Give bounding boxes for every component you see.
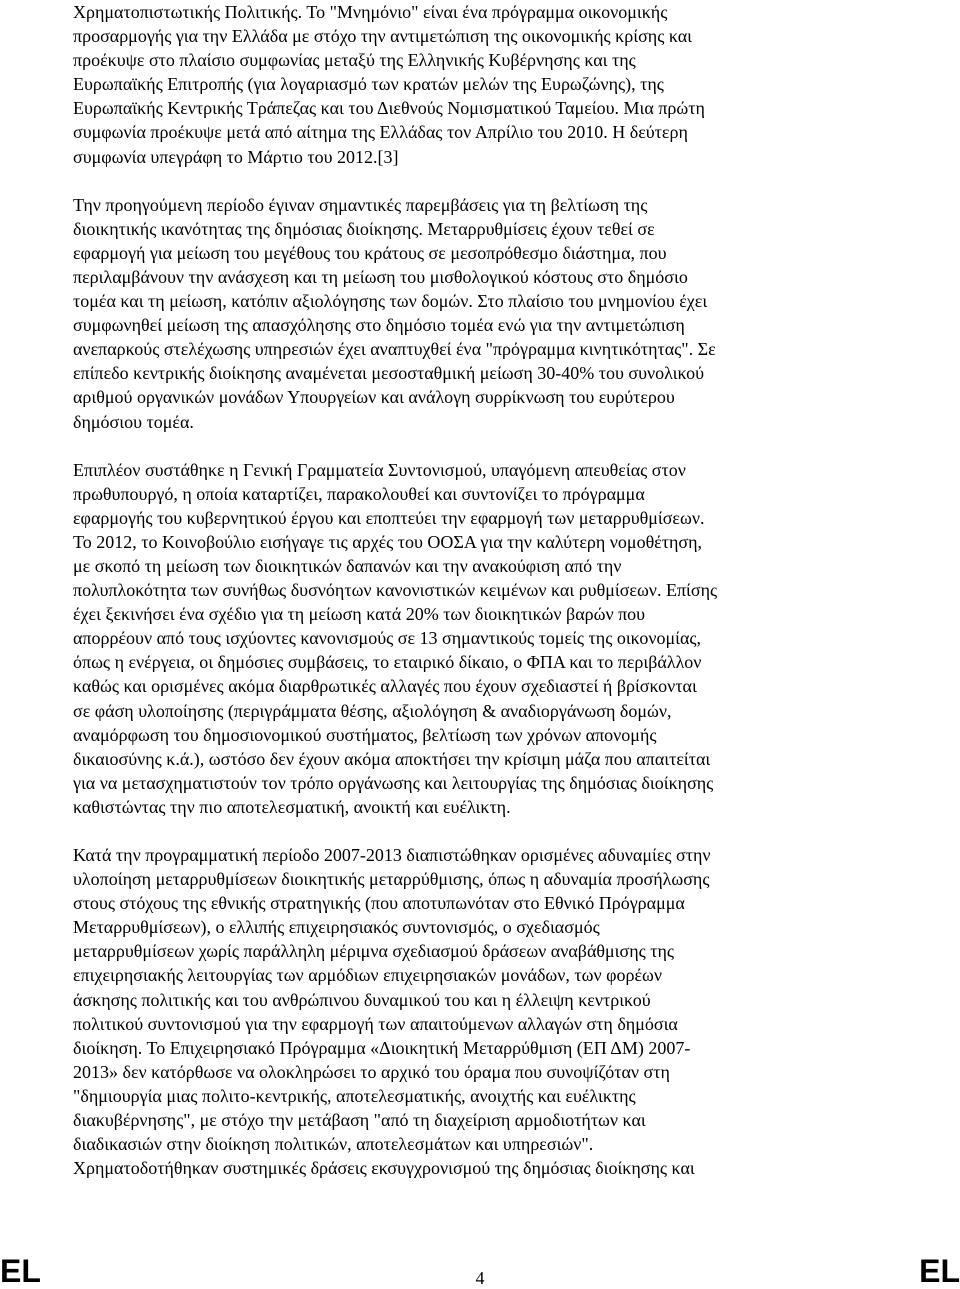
text-line: εφαρμογή για μείωση του μεγέθους του κράτους σε μεσοπρόθεσμο διάστημα, που	[73, 242, 667, 263]
text-line: προέκυψε στο πλαίσιο συμφωνίας μεταξύ της Ελληνικής Κυβέρνησης και της	[73, 50, 636, 71]
text-line: τομέα και τη μείωση, κατόπιν αξιολόγησης των δομών. Στο πλαίσιο του μνημονίου έχει	[73, 291, 708, 312]
text-line: προσαρμογής για την Ελλάδα με στόχο την αντιμετώπιση της οικονομικής κρίσης και	[73, 26, 693, 47]
text-line: διοικητικής ικανότητας της δημόσιας διοίκησης. Μεταρρυθμίσεις έχουν τεθεί σε	[73, 218, 655, 239]
text-line: καθώς και ορισμένες ακόμα διαρθρωτικές αλλαγές που έχουν σχεδιαστεί ή βρίσκονται	[73, 676, 697, 697]
text-line: Ευρωπαϊκής Επιτροπής (για λογαριασμό των κρατών μελών της Ευρωζώνης), της	[73, 74, 664, 95]
text-line: επιχειρησιακής λειτουργίας των αρμόδιων επιχειρησιακών μονάδων, των φορέων	[73, 965, 663, 986]
paragraph-4	[73, 843, 905, 1180]
text-line: όπως η ενέργεια, οι δημόσιες συμβάσεις, το εταιρικό δίκαιο, ο ΦΠΑ και το περιβάλλον	[73, 652, 702, 673]
text-line: διαδικασιών στην διοίκηση πολιτικών, αποτελεσμάτων και υπηρεσιών".	[73, 1134, 594, 1155]
text-line: με σκοπό τη μείωση των διοικητικών δαπανών και την ανακούφιση από την	[73, 555, 622, 576]
text-line: απορρέουν από τους ισχύοντες κανονισμούς σε 13 σημαντικούς τομείς της οικονομίας,	[73, 628, 702, 649]
text-line: Ευρωπαϊκής Κεντρικής Τράπεζας και του Διεθνούς Νομισματικού Ταμείου. Μια πρώτη	[73, 98, 705, 119]
footer-language-code-left: EL	[0, 1253, 41, 1289]
text-line: στους στόχους της εθνικής στρατηγικής (που αποτυπωνόταν στο Εθνικό Πρόγραμμα	[73, 893, 685, 914]
text-line: πολιτικού συντονισμού για την εφαρμογή των απαιτούμενων αλλαγών στη δημόσια	[73, 1013, 678, 1034]
text-line: συμφωνία υπεγράφη το Μάρτιο του 2012.[3]	[73, 146, 399, 167]
text-line: διοίκηση. Το Επιχειρησιακό Πρόγραμμα «Διοικητική Μεταρρύθμιση (ΕΠ ΔΜ) 2007-	[73, 1037, 691, 1058]
text-line: Μεταρρυθμίσεων), ο ελλιπής επιχειρησιακός συντονισμός, ο σχεδιασμός	[73, 917, 600, 938]
paragraph-1	[73, 0, 905, 169]
text-line: 2013» δεν κατόρθωσε να ολοκληρώσει το αρχικό του όραμα που συνοψίζόταν στη	[73, 1061, 670, 1082]
text-line: έχει ξεκινήσει ένα σχέδιο για τη μείωση κατά 20% των διοικητικών βαρών που	[73, 604, 646, 625]
footer-language-code-right: EL	[919, 1253, 960, 1289]
text-line: διακυβέρνησης", με στόχο την μετάβαση "από τη διαχείριση αρμοδιοτήτων και	[73, 1110, 646, 1131]
text-line: επίπεδο κεντρικής διοίκησης αναμένεται μεσοσταθμική μείωση 30-40% του συνολικού	[73, 363, 705, 384]
page-number: 4	[475, 1268, 485, 1288]
text-line: άσκησης πολιτικής και του ανθρώπινου δυναμικού του και η έλλειψη κεντρικού	[73, 989, 651, 1010]
text-line: καθιστώντας την πιο αποτελεσματική, ανοικτή και ευέλικτη.	[73, 796, 511, 817]
text-line: συμφωνία προέκυψε μετά από αίτημα της Ελλάδας τον Απρίλιο του 2010. Η δεύτερη	[73, 122, 688, 143]
text-line: Την προηγούμενη περίοδο έγιναν σημαντικές παρεμβάσεις για τη βελτίωση της	[73, 194, 648, 215]
text-line: Κατά την προγραμματική περίοδο 2007-2013 διαπιστώθηκαν ορισμένες αδυναμίες στην	[73, 845, 711, 865]
text-line: Χρηματοπιστωτικής Πολιτικής. Το "Μνημόνιο" είναι ένα πρόγραμμα οικονομικής	[73, 2, 668, 22]
text-line: ανεπαρκούς στελέχωσης υπηρεσιών έχει αναπτυχθεί ένα "πρόγραμμα κινητικότητας". Σε	[73, 339, 716, 360]
text-line: συμφωνηθεί μείωση της απασχόλησης στο δημόσιο τομέα ενώ για την αντιμετώπιση	[73, 315, 685, 336]
text-line: πρωθυπουργό, η οποία καταρτίζει, παρακολουθεί και συντονίζει το πρόγραμμα	[73, 483, 645, 504]
text-line: αριθμού οργανικών μονάδων Υπουργείων και ανάλογη συρρίκνωση του ευρύτερου	[73, 387, 675, 408]
text-line: Το 2012, το Κοινοβούλιο εισήγαγε τις αρχές του ΟΟΣΑ για την καλύτερη νομοθέτηση,	[73, 531, 703, 552]
paragraph-3	[73, 458, 905, 819]
text-line: "δημιουργία μιας πολιτο-κεντρικής, αποτελεσματικής, ανοιχτής και ευέλικτης	[73, 1085, 636, 1106]
text-line: υλοποίηση μεταρρυθμίσεων διοικητικής μεταρρύθμισης, όπως η αδυναμία προσήλωσης	[73, 869, 710, 890]
text-line: πολυπλοκότητα των συνήθως δυσνόητων κανονιστικών κειμένων και ρυθμίσεων. Επίσης	[73, 580, 718, 601]
text-line: περιλαμβάνουν την ανάσχεση και τη μείωση του μισθολογικού κόστους στο δημόσιο	[73, 266, 688, 287]
text-line: εφαρμογής του κυβερνητικού έργου και εποπτεύει την εφαρμογή των μεταρρυθμίσεων.	[73, 507, 705, 528]
text-line: αναμόρφωση του δημοσιονομικού συστήματος, βελτίωση των χρόνων απονομής	[73, 724, 657, 745]
text-line: σε φάση υλοποίησης (περιγράμματα θέσης, αξιολόγηση & αναδιοργάνωση δομών,	[73, 700, 672, 721]
text-line: μεταρρυθμίσεων χωρίς παράλληλη μέριμνα σχεδιασμού δράσεων αναβάθμισης της	[73, 941, 675, 962]
text-line: για να μετασχηματιστούν τον τρόπο οργάνωσης και λειτουργίας της δημόσιας διοίκησης	[73, 772, 714, 793]
paragraph-2	[73, 193, 905, 434]
text-line: Επιπλέον συστάθηκε η Γενική Γραμματεία Συντονισμού, υπαγόμενη απευθείας στον	[73, 459, 686, 480]
text-line: δικαιοσύνης κ.ά.), ωστόσο δεν έχουν ακόμα αποκτήσει την κρίσιμη μάζα που απαιτείται	[73, 748, 711, 769]
document-page	[73, 0, 905, 1180]
text-line: Χρηματοδοτήθηκαν συστημικές δράσεις εκσυγχρονισμού της δημόσιας διοίκησης και	[73, 1158, 695, 1179]
text-line: δημόσιου τομέα.	[73, 411, 194, 432]
